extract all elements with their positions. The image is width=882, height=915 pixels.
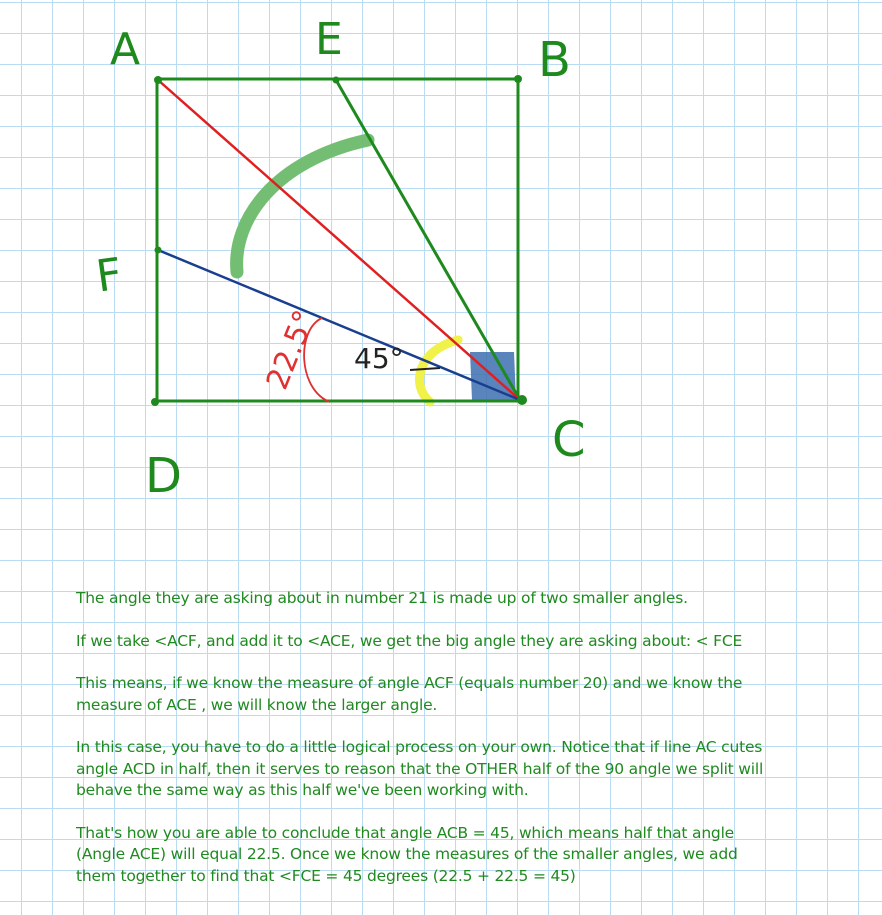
point-c-dot (517, 395, 527, 405)
label-b: B (538, 32, 571, 88)
angle-label-45-pointer (410, 368, 440, 370)
label-f: F (93, 248, 126, 303)
diagonal-ac (158, 80, 520, 400)
point-f-dot (155, 247, 162, 254)
note-paragraph-3: This means, if we know the measure of angle ACF (equals number 20) and we know the measure of ACE , we will know the larger angle. (76, 674, 743, 714)
point-b-dot (514, 75, 522, 83)
label-e: E (315, 14, 343, 65)
label-d: D (145, 448, 182, 504)
note-paragraph-5: That's how you are able to conclude that angle ACB = 45, which means half that angle (Angle ACE) will equal 22.5. Once we know the measures of the smaller angles, we add them together to find that <FCE = 45 degrees (22.5 + 22.5 = 45) (76, 823, 738, 885)
segment-fc (158, 250, 520, 400)
point-a-dot (154, 76, 162, 84)
note-paragraph-4: In this case, you have to do a little logical process on your own. Notice that if line AC cutes angle ACD in half, then it serves to reason that the OTHER half of the 90 angle we split will behave the same way as this half we've been working with. (76, 738, 764, 799)
note-paragraph-1: The angle they are asking about in number 21 is made up of two smaller angles. (76, 589, 688, 607)
point-e-dot (333, 77, 340, 84)
label-a: A (110, 24, 141, 75)
label-c: C (552, 412, 586, 468)
explanation-notes (76, 588, 856, 908)
angle-label-22-5: 22.5° (259, 305, 323, 395)
note-paragraph-2: If we take <ACF, and add it to <ACE, we get the big angle they are asking about: < FCE (76, 631, 743, 650)
point-d-dot (151, 398, 159, 406)
angle-label-45: 45° (354, 342, 404, 375)
